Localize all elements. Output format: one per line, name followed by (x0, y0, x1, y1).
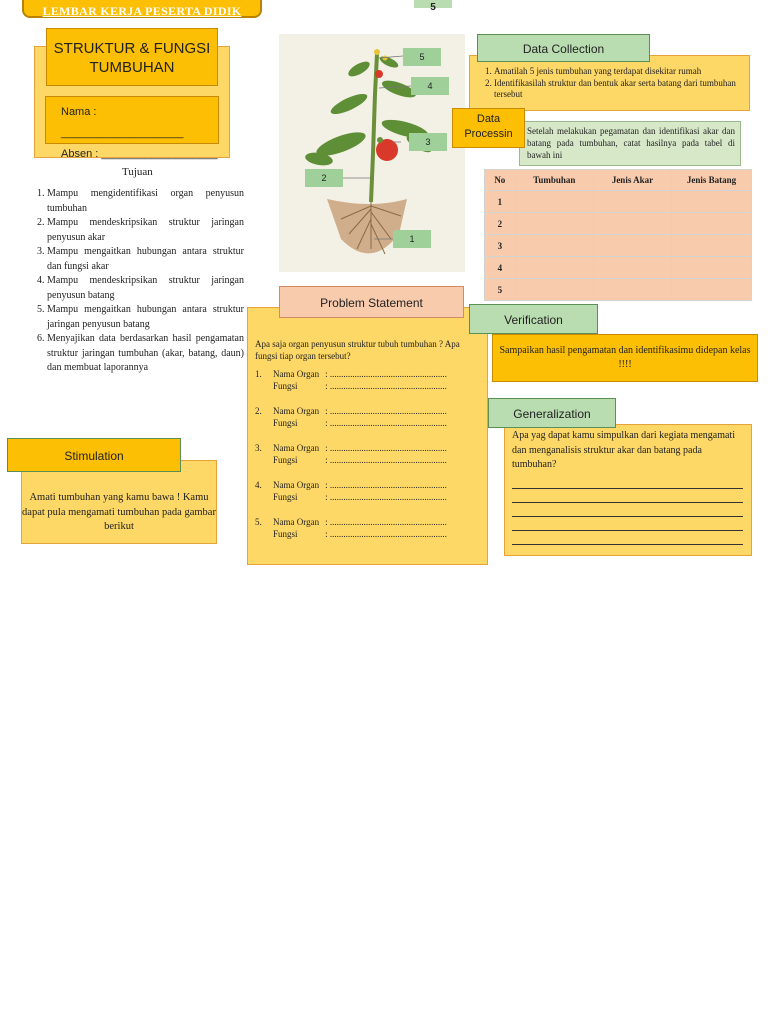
answer-lines[interactable] (512, 475, 743, 545)
table-cell[interactable] (593, 235, 671, 257)
generalization-box (504, 424, 752, 556)
organ-item[interactable] (255, 442, 481, 466)
table-row (485, 279, 752, 301)
answer-line[interactable] (512, 475, 743, 489)
data-collection-label: Data Collection (477, 34, 650, 62)
header-jenis-akar: Jenis Akar (593, 170, 671, 191)
tujuan-item: 6. Menyajikan data berdasarkan hasil pengamatan struktur jaringan tumbuhan (akar, batang, daun) dan membuat laporannya (47, 332, 244, 376)
table-cell[interactable] (671, 213, 751, 235)
table-cell[interactable] (671, 191, 751, 213)
table-cell[interactable] (671, 257, 751, 279)
table-cell[interactable] (671, 235, 751, 257)
organ-fungsi-label: Fungsi (273, 381, 298, 391)
row-number: 5 (485, 279, 516, 301)
table-cell[interactable] (515, 213, 593, 235)
data-processing-label (452, 108, 525, 148)
banner-title: LEMBAR KERJA PESERTA DIDIK (42, 4, 242, 18)
organ-item[interactable] (255, 516, 481, 540)
tomato-plant-icon (279, 34, 465, 272)
organ-name-line[interactable]: : .................................................... (325, 517, 447, 527)
organ-name-line[interactable]: : .................................................... (325, 406, 447, 416)
organ-item[interactable] (255, 405, 481, 429)
row-number: 4 (485, 257, 516, 279)
generalization-question: Apa yag dapat kamu simpulkan dari kegiata mengamati dan menganalisis struktur akar dan batang pada tumbuhan? (512, 430, 735, 470)
organ-number: 2. (255, 406, 262, 416)
problem-statement-label: Problem Statement (279, 286, 464, 318)
plant-illustration (279, 34, 465, 272)
plant-label-5: 5 (403, 48, 441, 66)
organ-name-label: Nama Organ (273, 443, 320, 453)
table-row (485, 191, 752, 213)
row-number: 3 (485, 235, 516, 257)
table-cell[interactable] (515, 191, 593, 213)
organ-number: 4. (255, 480, 262, 490)
table-cell[interactable] (593, 191, 671, 213)
tujuan-item: 1. Mampu mengidentifikasi organ penyusun tumbuhan (47, 187, 244, 216)
problem-question: Apa saja organ penyusun struktur tubuh tumbuhan ? Apa fungsi tiap organ tersebut? (255, 339, 460, 361)
row-number: 2 (485, 213, 516, 235)
plant-label-4: 4 (411, 77, 449, 95)
data-collection-box (469, 55, 750, 111)
page-title (47, 29, 217, 77)
organ-name-label: Nama Organ (273, 406, 320, 416)
stimulation-text: Amati tumbuhan yang kamu bawa ! Kamu dapat pula mengamati tumbuhan pada gambar berikut (22, 492, 216, 532)
table-cell[interactable] (593, 279, 671, 301)
organ-number: 5. (255, 517, 262, 527)
organ-fungsi-label: Fungsi (273, 418, 298, 428)
observation-table (484, 169, 752, 301)
title-line-1: STRUKTUR & FUNGSI (53, 40, 211, 57)
organ-name-label: Nama Organ (273, 369, 320, 379)
tujuan-item: 3. Mampu mengaitkan hubungan antara struktur dan fungsi akar (47, 245, 244, 274)
organ-fungsi-line[interactable]: : .................................................... (325, 418, 447, 428)
organ-number: 1. (255, 369, 262, 379)
organ-fungsi-line[interactable]: : .................................................... (325, 492, 447, 502)
data-processing-label-line1: Data (476, 113, 501, 125)
table-row (485, 213, 752, 235)
row-number: 1 (485, 191, 516, 213)
organ-fungsi-line[interactable]: : .................................................... (325, 455, 447, 465)
answer-line[interactable] (512, 489, 743, 503)
answer-line[interactable] (512, 531, 743, 545)
data-processing-label-line2: Processin (464, 128, 513, 140)
tujuan-item: 5. Mampu mengaitkan hubungan antara struktur jaringan penyusun batang (47, 303, 244, 332)
answer-line[interactable] (512, 517, 743, 531)
table-cell[interactable] (515, 235, 593, 257)
tujuan-heading: Tujuan (122, 166, 153, 178)
table-cell[interactable] (593, 257, 671, 279)
absen-field[interactable]: Absen : ___________________ (61, 148, 218, 160)
top-number-tag: 5 (414, 0, 452, 8)
organ-fungsi-label: Fungsi (273, 455, 298, 465)
organ-fungsi-label: Fungsi (273, 492, 298, 502)
table-cell[interactable] (515, 279, 593, 301)
stimulation-label: Stimulation (7, 438, 181, 472)
organ-name-line[interactable]: : .................................................... (325, 369, 447, 379)
plant-label-1: 1 (393, 230, 431, 248)
problem-box (247, 307, 488, 565)
organ-name-line[interactable]: : .................................................... (325, 480, 447, 490)
verification-box (492, 334, 758, 382)
title-line-2: TUMBUHAN (89, 59, 175, 76)
organ-item[interactable] (255, 368, 481, 392)
verification-text: Sampaikan hasil pengamatan dan identifikasimu didepan kelas !!!! (499, 345, 751, 370)
verification-label: Verification (469, 304, 598, 334)
data-collection-item: 1. Amatilah 5 jenis tumbuhan yang terdapat disekitar rumah (494, 66, 743, 78)
plant-label-2: 2 (305, 169, 343, 187)
header-banner (22, 0, 262, 18)
header-jenis-batang: Jenis Batang (671, 170, 751, 191)
header-no: No (485, 170, 516, 191)
identity-box (45, 96, 219, 160)
data-processing-text: Setelah melakukan pegamatan dan identifikasi akar dan batang pada tumbuhan, catat hasilnya pada tabel di bawah ini (527, 126, 735, 160)
tujuan-item: 4. Mampu mendeskripsikan struktur jaringan penyusun batang (47, 274, 244, 303)
table-cell[interactable] (593, 213, 671, 235)
tujuan-item: 2. Mampu mendeskripsikan struktur jaringan penyusun akar (47, 216, 244, 245)
table-cell[interactable] (671, 279, 751, 301)
table-row (485, 235, 752, 257)
answer-line[interactable] (512, 503, 743, 517)
organ-name-label: Nama Organ (273, 480, 320, 490)
organ-fungsi-line[interactable]: : .................................................... (325, 381, 447, 391)
organ-list (255, 368, 481, 540)
organ-name-label: Nama Organ (273, 517, 320, 527)
plant-label-3: 3 (409, 133, 447, 151)
organ-item[interactable] (255, 479, 481, 503)
table-header-row (485, 170, 752, 191)
organ-fungsi-line[interactable]: : .................................................... (325, 529, 447, 539)
generalization-label: Generalization (488, 398, 616, 428)
organ-fungsi-label: Fungsi (273, 529, 298, 539)
table-cell[interactable] (515, 257, 593, 279)
tujuan-list (34, 187, 244, 376)
table-row (485, 257, 752, 279)
title-box (46, 28, 218, 86)
header-tumbuhan: Tumbuhan (515, 170, 593, 191)
name-field[interactable]: Nama : ____________________ (61, 106, 184, 139)
data-collection-item: 2. Identifikasilah struktur dan bentuk akar serta batang dari tumbuhan tersebut (494, 78, 743, 101)
data-processing-box (519, 121, 741, 166)
organ-name-line[interactable]: : .................................................... (325, 443, 447, 453)
organ-number: 3. (255, 443, 262, 453)
